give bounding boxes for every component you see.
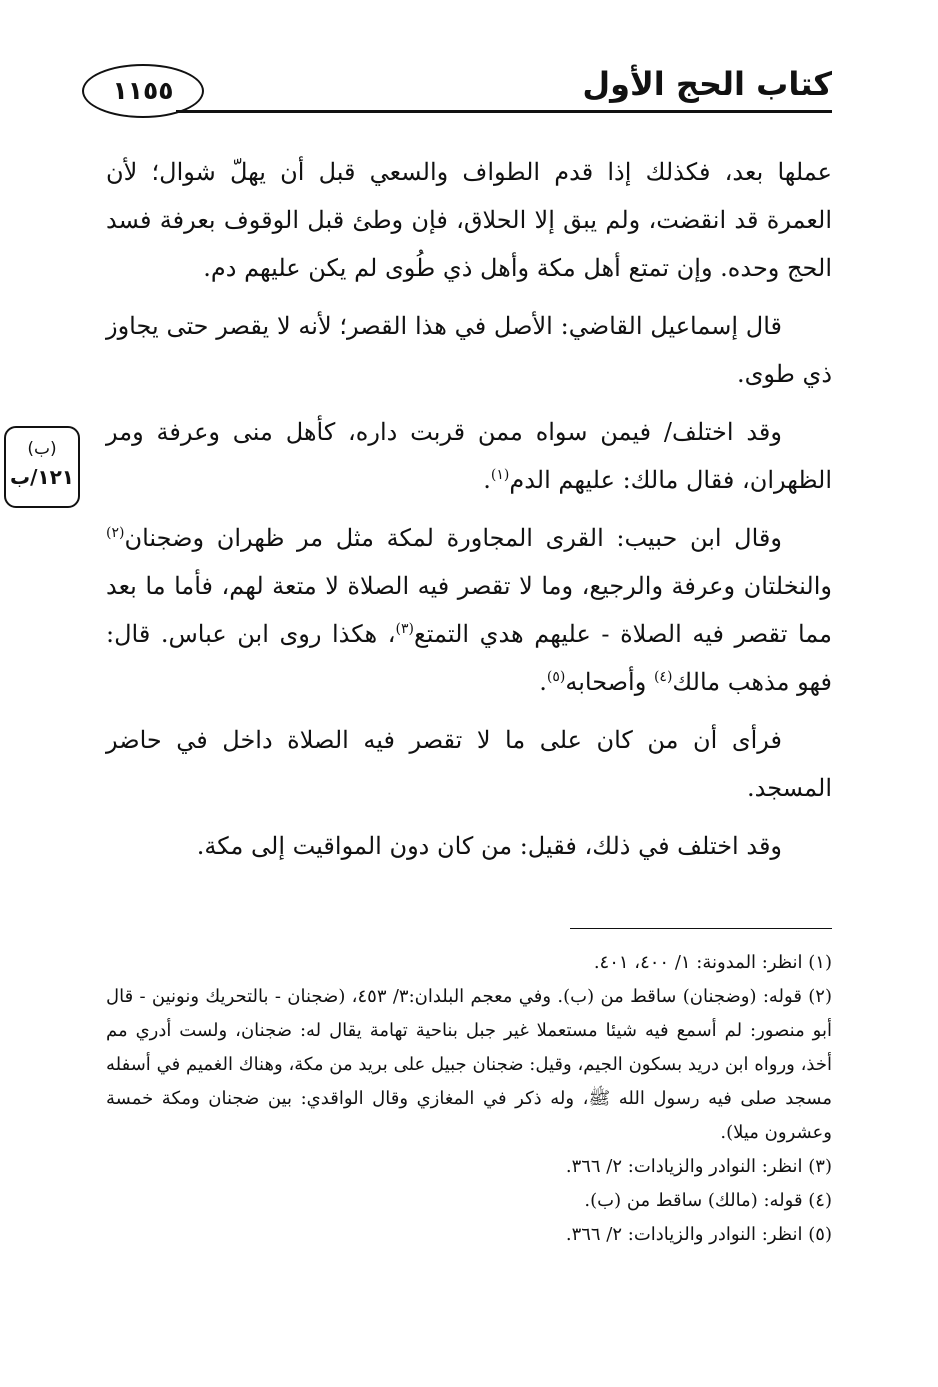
paragraph-4: [106, 514, 832, 706]
paragraph-4-end: .: [539, 668, 547, 696]
paragraph-6: وقد اختلف في ذلك، فقيل: من كان دون المواقيت إلى مكة.: [196, 832, 782, 860]
paragraph-3-end: .: [483, 466, 491, 494]
footnote-5: (٥) انظر: النوادر والزيادات: ٢/ ٣٦٦.: [565, 1224, 832, 1245]
footnote-3: (٣) انظر: النوادر والزيادات: ٢/ ٣٦٦.: [565, 1156, 832, 1177]
margin-manuscript-label: (ب): [27, 439, 57, 459]
footnotes: [106, 946, 832, 1252]
margin-folio-note: [4, 426, 80, 508]
paragraph-4-text-b: والنخلتان وعرفة والرجيع، وما لا تقصر فيه الصلاة لا متعة لهم، فأما ما بعد مما تقصر فيه الصلاة - عليهم هدي التمتع: [106, 572, 832, 648]
paragraph-4-text-a: وقال ابن حبيب: القرى المجاورة لمكة مثل مر ظهران وضجنان: [124, 524, 782, 552]
footnote-2: (٢) قوله: (وضجنان) ساقط من (ب). وفي معجم البلدان:٣/ ٤٥٣، (ضجنان - بالتحريك ونونين - قال أبو منصور: لم أسمع فيه شيئا مستعملا غير جبل بناحية تهامة يقال له: ضجنان، ولست أدري مم أخذ، ورواه ابن دريد بسكون الجيم، وقيل: ضجنان جبيل على بريد من مكة، وهناك الغميم في أسفله مسجد صلى فيه رسول الله ﷺ، وله ذكر في المغازي وقال الواقدي: بين ضجنان ومكة خمسة وعشرون ميلا).: [106, 986, 832, 1143]
footnote-ref-5[interactable]: (٥): [546, 669, 566, 685]
paragraph-3-text: وقد اختلف/ فيمن سواه ممن قربت داره، كأهل منى وعرفة ومر الظهران، فقال مالك: عليهم الدم: [106, 418, 832, 494]
paragraph-5: فرأى أن من كان على ما لا تقصر فيه الصلاة داخل في حاضر المسجد.: [106, 726, 832, 802]
paragraph-3: [106, 408, 832, 504]
margin-folio-number: ١٢١/ب: [9, 465, 75, 489]
paragraph-2: قال إسماعيل القاضي: الأصل في هذا القصر؛ لأنه لا يقصر حتى يجاوز ذي طوى.: [106, 312, 832, 388]
footnote-1: (١) انظر: المدونة: ١/ ٤٠٠، ٤٠١.: [593, 952, 832, 973]
running-header-title: كتاب الحج الأول: [582, 65, 832, 103]
footnote-ref-3[interactable]: (٣): [395, 621, 414, 637]
footnote-4: (٤) قوله: (مالك) ساقط من (ب).: [584, 1190, 832, 1211]
footnote-ref-4[interactable]: (٤): [653, 669, 673, 685]
main-text: [106, 148, 832, 880]
footnote-separator: [570, 928, 832, 929]
footnote-ref-1[interactable]: (١): [490, 467, 510, 483]
header-rule: [176, 110, 832, 113]
page-number: ١١٥٥: [112, 76, 174, 105]
paragraph-4-text-d: وأصحابه: [565, 668, 654, 696]
paragraph-4-text-c: ، هكذا روى ابن عباس. قال: فهو مذهب مالك: [106, 620, 832, 696]
footnote-ref-2[interactable]: (٢): [106, 525, 125, 541]
paragraph-1: عملها بعد، فكذلك إذا قدم الطواف والسعي قبل أن يهلّ شوال؛ لأن العمرة قد انقضت، ولم يبق إلا الحلاق، فإن وطئ قبل الوقوف بعرفة فسد الحج وحده. وإن تمتع أهل مكة وأهل ذي طُوى لم يكن عليهم دم.: [106, 158, 832, 282]
